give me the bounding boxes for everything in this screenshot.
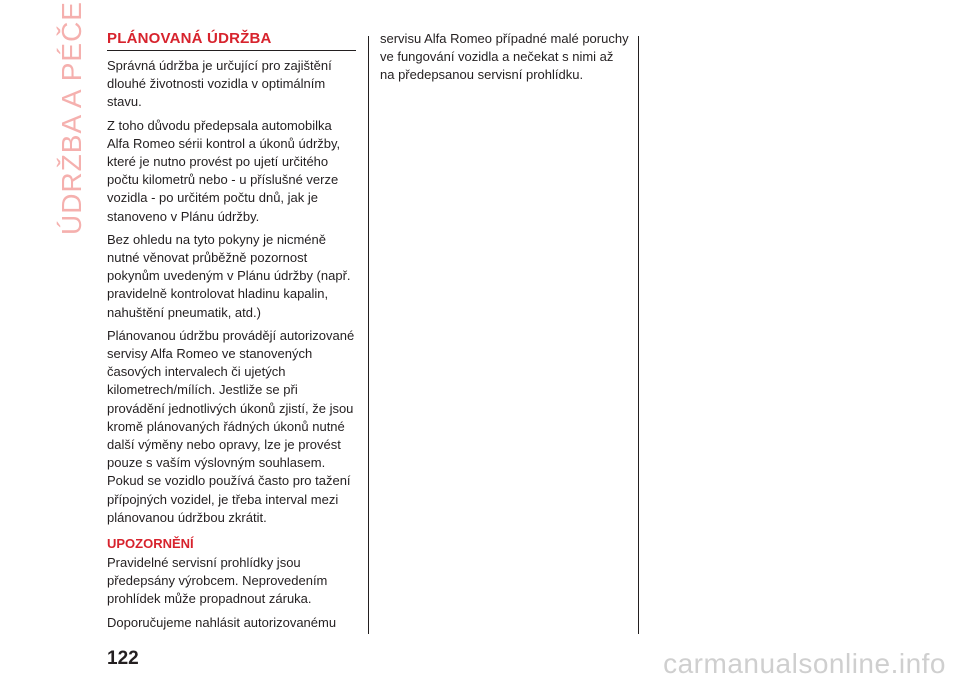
column-divider-left <box>368 36 369 634</box>
section-side-title-text: ÚDRŽBA A PÉČE <box>56 1 87 235</box>
paragraph: Správná údržba je určující pro zajištění dlouhé životnosti vozidla v optimálním stavu. <box>107 58 332 110</box>
paragraph: servisu Alfa Romeo případné malé poruchy ve fungování vozidla a nečekat s nimi až na předepsanou servisní prohlídku. <box>380 31 629 83</box>
right-column <box>380 30 630 85</box>
warning-paragraph: Pravidelné servisní prohlídky jsou předepsány výrobcem. Neprovedením prohlídek může propadnout záruka. <box>107 555 328 607</box>
page-heading: PLÁNOVANÁ ÚDRŽBA <box>107 30 356 51</box>
left-column <box>107 30 357 632</box>
paragraph: Plánovanou údržbu provádějí autorizované servisy Alfa Romeo ve stanovených časových intervalech či ujetých kilometrech/mílích. Jestliže se při provádění jednotlivých úkonů zjistí, že jsou kromě plánovaných řádných úkonů nutné další výměny nebo opravy, lze je provést pouze s vaším výslovným souhlasem. Pokud se vozidlo používá často pro tažení přípojných vozidel, je třeba interval mezi plánovanou údržbou zkrátit. <box>107 327 355 525</box>
section-side-title <box>52 1 92 235</box>
warning-title: UPOZORNĚNÍ <box>107 536 194 552</box>
paragraph: Bez ohledu na tyto pokyny je nicméně nutné věnovat průběžně pozornost pokynům uvedeným v Plánu údržby (např. pravidelně kontrolovat hladinu kapalin, nahuštění pneumatik, atd.) <box>107 231 351 320</box>
paragraph: Z toho důvodu předepsala automobilka Alfa Romeo sérii kontrol a úkonů údržby, které je nutno provést po ujetí určitého počtu kilometrů nebo - u příslušné verze vozidla - po určitém počtu dnů, jak je stanoveno v Plánu údržby. <box>107 117 341 224</box>
watermark: carmanualsonline.info <box>663 648 946 679</box>
warning-paragraph: Doporučujeme nahlásit autorizovanému <box>107 614 337 630</box>
page-number: 122 <box>107 648 139 669</box>
column-divider-right <box>638 36 639 634</box>
